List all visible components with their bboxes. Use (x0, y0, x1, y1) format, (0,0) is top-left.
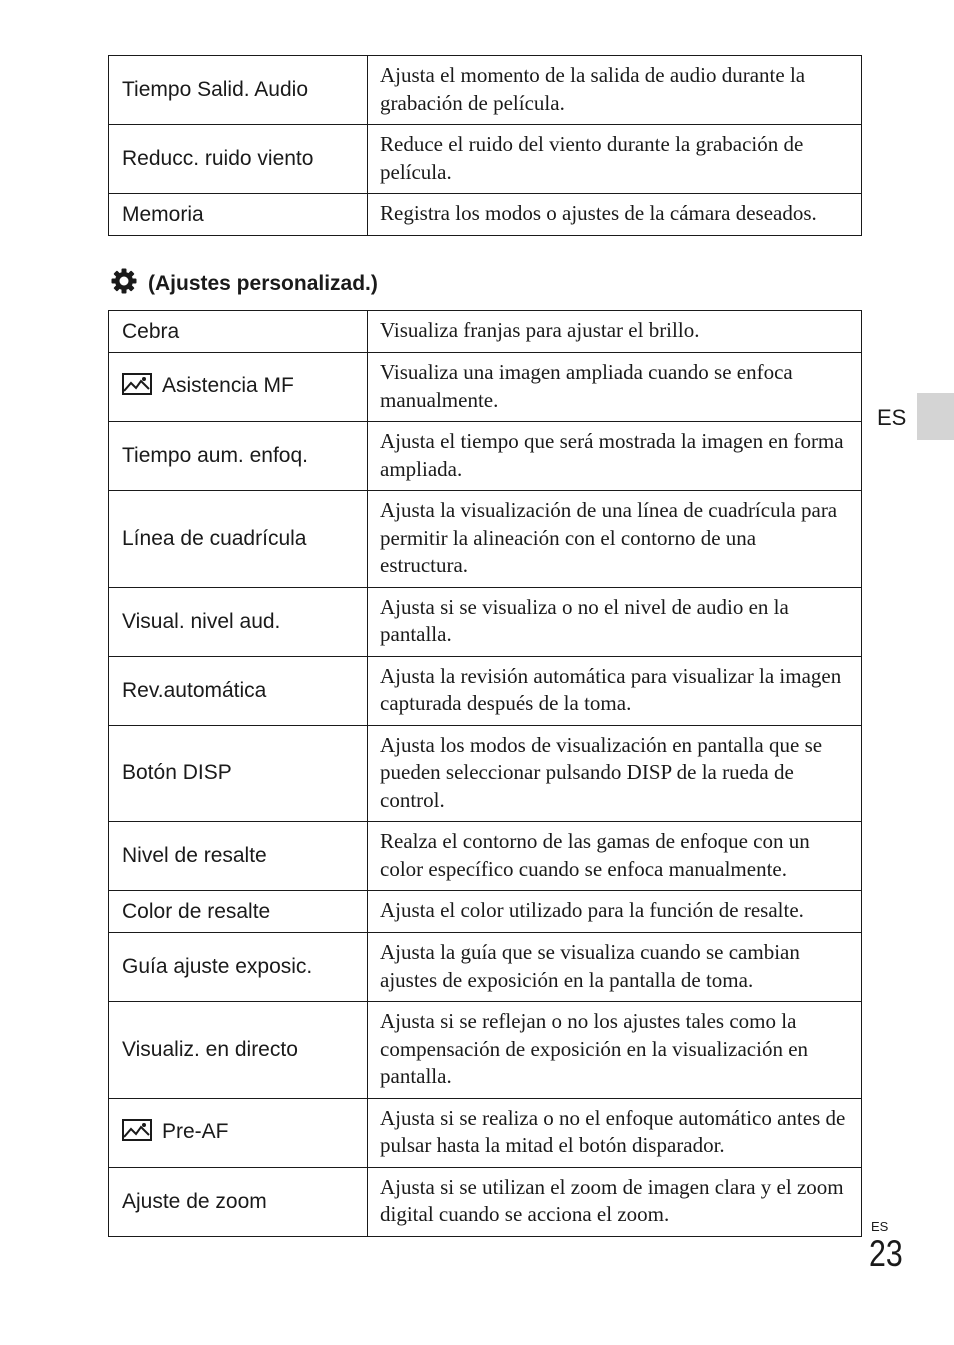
section-heading (110, 267, 378, 301)
setting-name: Visualiz. en directo (109, 1002, 368, 1099)
table-row (109, 1098, 862, 1167)
movie-still-icon (122, 373, 152, 401)
setting-name: Botón DISP (109, 725, 368, 822)
table-row (109, 933, 862, 1002)
language-tab (917, 393, 954, 440)
setting-description: Ajusta si se visualiza o no el nivel de audio en la pantalla. (368, 587, 862, 656)
setting-description: Ajusta los modos de visualización en pantalla que se pueden seleccionar pulsando DISP de la rueda de control. (368, 725, 862, 822)
top-settings-table (108, 55, 862, 236)
table-row (109, 1167, 862, 1236)
table-row (109, 1002, 862, 1099)
setting-description: Realza el contorno de las gamas de enfoque con un color específico cuando se enfoca manualmente. (368, 822, 862, 891)
setting-description: Visualiza una imagen ampliada cuando se enfoca manualmente. (368, 353, 862, 422)
setting-description: Ajusta el color utilizado para la función de resalte. (368, 891, 862, 933)
setting-name: Cebra (109, 311, 368, 353)
setting-name-cell (109, 1098, 368, 1167)
section-title: (Ajustes personalizad.) (148, 272, 378, 295)
table-row (109, 725, 862, 822)
setting-name: Línea de cuadrícula (109, 491, 368, 588)
language-label: ES (877, 405, 907, 430)
setting-name: Rev.automática (109, 656, 368, 725)
setting-name: Asistencia MF (162, 374, 294, 397)
setting-description: Reduce el ruido del viento durante la grabación de película. (368, 125, 862, 194)
page-language-code: ES (871, 1219, 889, 1234)
table-row (109, 311, 862, 353)
setting-description: Ajusta el momento de la salida de audio durante la grabación de película. (368, 56, 862, 125)
table-row (109, 194, 862, 236)
setting-description: Ajusta el tiempo que será mostrada la imagen en forma ampliada. (368, 422, 862, 491)
table-row (109, 56, 862, 125)
setting-description: Ajusta si se reflejan o no los ajustes tales como la compensación de exposición en la visualización en pantalla. (368, 1002, 862, 1099)
movie-still-icon (122, 1119, 152, 1147)
setting-description: Registra los modos o ajustes de la cámara deseados. (368, 194, 862, 236)
setting-description: Visualiza franjas para ajustar el brillo. (368, 311, 862, 353)
setting-name: Visual. nivel aud. (109, 587, 368, 656)
table-row (109, 656, 862, 725)
table-row (109, 491, 862, 588)
setting-name: Ajuste de zoom (109, 1167, 368, 1236)
page-number: 23 (869, 1233, 903, 1274)
table-row (109, 822, 862, 891)
setting-name-cell (109, 353, 368, 422)
setting-description: Ajusta la revisión automática para visualizar la imagen capturada después de la toma. (368, 656, 862, 725)
setting-name: Pre-AF (162, 1119, 229, 1143)
setting-name: Memoria (109, 194, 368, 236)
setting-name: Tiempo aum. enfoq. (109, 422, 368, 491)
table-row (109, 891, 862, 933)
gear-icon (110, 267, 138, 301)
setting-name: Nivel de resalte (109, 822, 368, 891)
setting-name: Color de resalte (109, 891, 368, 933)
setting-name: Tiempo Salid. Audio (109, 56, 368, 125)
table-row (109, 125, 862, 194)
table-row (109, 353, 862, 422)
setting-name: Guía ajuste exposic. (109, 933, 368, 1002)
setting-name: Reducc. ruido viento (109, 125, 368, 194)
table-row (109, 587, 862, 656)
setting-description: Ajusta la visualización de una línea de cuadrícula para permitir la alineación con el contorno de una estructura. (368, 491, 862, 588)
setting-description: Ajusta la guía que se visualiza cuando se cambian ajustes de exposición en la pantalla de toma. (368, 933, 862, 1002)
setting-description: Ajusta si se utilizan el zoom de imagen clara y el zoom digital cuando se acciona el zoom. (368, 1167, 862, 1236)
table-row (109, 422, 862, 491)
setting-description: Ajusta si se realiza o no el enfoque automático antes de pulsar hasta la mitad el botón disparador. (368, 1098, 862, 1167)
custom-settings-table (108, 310, 862, 1237)
